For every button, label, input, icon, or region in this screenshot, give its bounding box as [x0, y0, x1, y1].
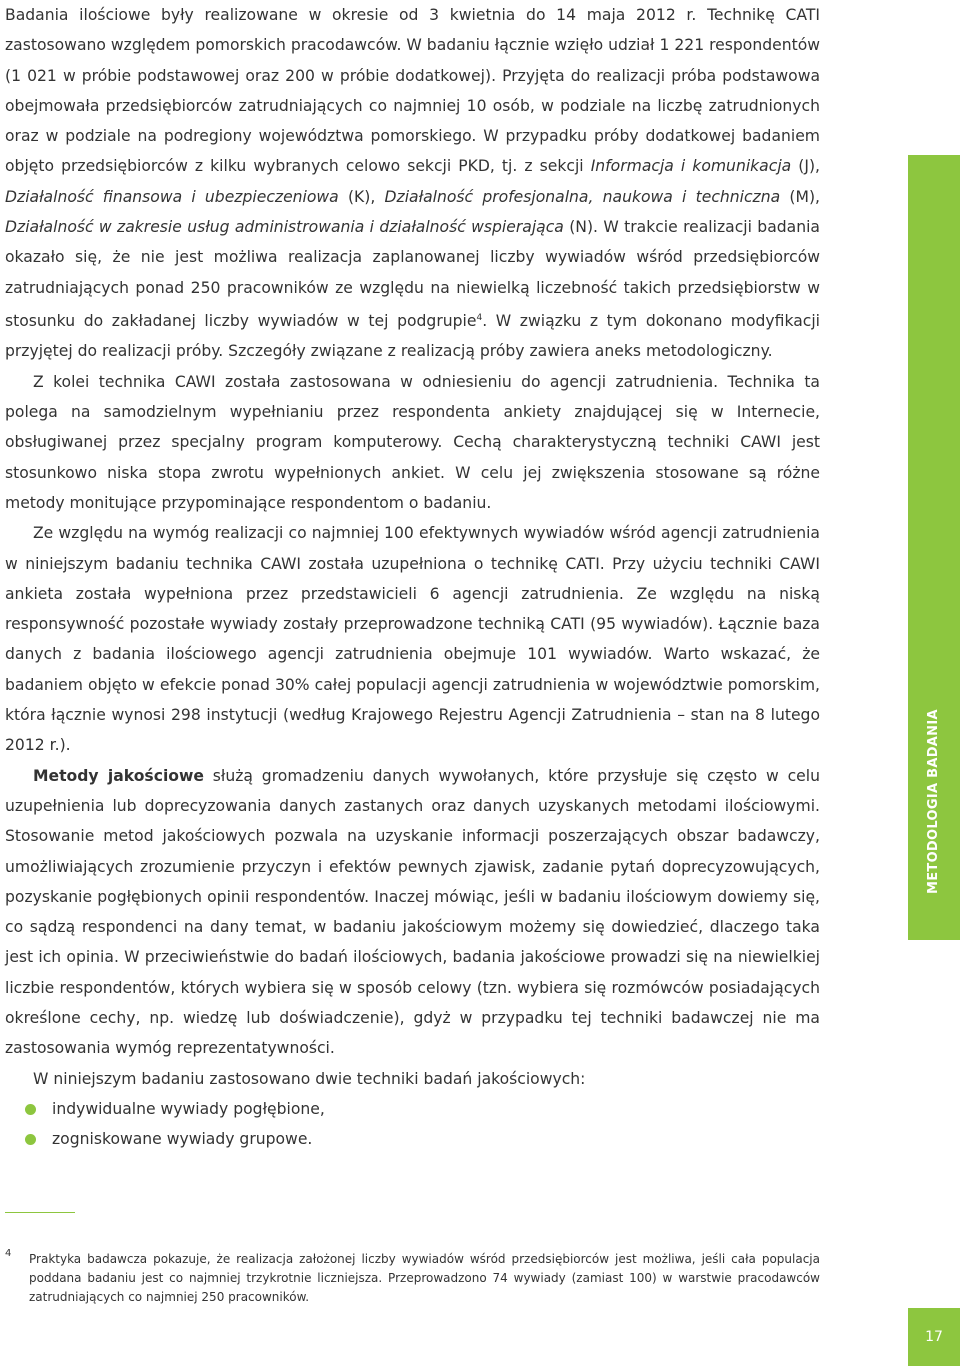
paragraph-techniques-intro: W niniejszym badaniu zastosowano dwie techniki badań jakościowych: — [33, 1069, 586, 1088]
footnote-divider — [5, 1212, 75, 1213]
paragraph-cawi-cati: Ze względu na wymóg realizacji co najmniej 100 efektywnych wywiadów wśród agencji zatrudnienia w niniejszym badaniu technika CAWI została uzupełniona o technikę CATI. Przy użyciu techniki CAWI ankieta została wypełniona przez przedstawicieli 6 agencji zatrudnienia. Ze względu na niską responsywność pozostałe wywiady zostały przeprowadzone techniką CATI (95 wywiadów). Łącznie baza danych z badania ilościowego agencji zatrudnienia obejmuje 101 wywiadów. Warto wskazać, że badaniem objęto w efekcie ponad 30% całej populacji agencji zatrudnienia w województwie pomorskim, która łącznie wynosi 298 instytucji (według Krajowego Rejestru Agencji Zatrudnienia – stan na 8 lutego 2012 r.). — [5, 524, 820, 755]
section-label: METODOLOGIA BADANIA — [926, 709, 941, 894]
paragraph-quantitative: Badania ilościowe były realizowane w okresie od 3 kwietnia do 14 maja 2012 r. Technikę CATI zastosowano względem pomorskich pracodawców. W badaniu łącznie wzięło udział 1 221 respondentów (1 021 w próbie podstawowej oraz 200 w próbie dodatkowej). Przyjęta do realizacji próba podstawowa obejmowała przedsiębiorców zatrudniających co najmniej 10 osób, w podziale na liczbę zatrudnionych oraz w podziale na podregiony województwa pomorskiego. W przypadku próby dodatkowej badaniem objęto przedsiębiorców z kilku wybranych celowo sekcji PKD, tj. z sekcji Informacja i komunikacja (J), Działalność finansowa i ubezpieczeniowa (K), Działalność profesjonalna, naukowa i techniczna (M), Działalność w zakresie usług administrowania i działalność wspierająca (N). W trakcie realizacji badania okazało się, że nie jest możliwa realizacja zaplanowanej liczby wywiadów wśród przedsiębiorców zatrudniających ponad 250 pracowników ze względu na niewielką liczebność takich przedsiębiorstw w stosunku do zakładanej liczby wywiadów w tej podgrupie$^4$. W związku z tym dokonano modyfikacji przyjętej do realizacji próby. Szczegóły związane z realizacją próby zawiera aneks metodologiczny. — [5, 6, 821, 361]
footnote-reference[interactable]: 4 — [476, 312, 483, 323]
qualitative-methods-heading: Metody jakościowe — [33, 766, 204, 785]
techniques-list — [5, 1094, 820, 1155]
main-text — [5, 0, 820, 1154]
footnote-mark: 4 — [5, 1248, 12, 1259]
pkd-section-k: Działalność finansowa i ubezpieczeniowa — [5, 187, 339, 206]
list-item: zogniskowane wywiady grupowe. — [5, 1124, 820, 1154]
paragraph-qualitative: Metody jakościowe służą gromadzeniu danych wywołanych, które przysłuje się często w celu uzupełnienia lub doprecyzowania danych zastanych oraz danych uzyskanych metodami ilościowymi. Stosowanie metod jakościowych pozwala na uzyskanie informacji poszerzających obszar badawczy, umożliwiających zrozumienie przyczyn i efektów pewnych zjawisk, zadanie pytań doprecyzowujących, pozyskanie pogłębionych opinii respondentów. Inaczej mówiąc, jeśli w badaniu ilościowym dowiemy się, co sądzą respondenci na dany temat, w badaniu jakościowym możemy się dowiedzieć, dlaczego taka jest ich opinia. W przeciwieństwie do badań ilościowych, badania jakościowe prowadzi się na niewielkiej liczbie respondentów, których wybiera się w sposób celowy (tzn. wybiera się rozmówców posiadających określone cechy, np. wiedzę lub doświadczenie), gdyż w przypadku tej techniki badawczej nie ma zastosowania wymóg reprezentatywności. — [5, 766, 820, 1058]
footnote-text: Praktyka badawcza pokazuje, że realizacja założonej liczby wywiadów wśród przedsiębiorców jest możliwa, jeśli cała populacja poddana badaniu jest co najmniej trzykrotnie liczniejsza. Przeprowadzono 74 wywiady (zamiast 100) w warstwie pracodawców zatrudniających co najmniej 250 pracowników. — [29, 1252, 820, 1304]
footnote — [5, 1250, 820, 1307]
bullet-dot-icon — [25, 1104, 36, 1115]
page-number: 17 — [908, 1308, 960, 1366]
bullet-dot-icon — [25, 1134, 36, 1145]
paragraph-cawi: Z kolei technika CAWI została zastosowana w odniesieniu do agencji zatrudnienia. Technika ta polega na samodzielnym wypełnianiu przez respondenta ankiety znajdującej się w Internecie, obsługiwanej przez specjalny program komputerowy. Cechą charakterystyczną techniki CAWI jest stosunkowo niska stopa zwrotu wypełnionych ankiet. W celu jej zwiększenia stosowane są różne metody monitujące przypominające respondentom o badaniu. — [5, 372, 820, 512]
pkd-section-n: Działalność w zakresie usług administrowania i działalność wspierająca — [5, 218, 564, 237]
list-item: indywidualne wywiady pogłębione, — [5, 1094, 820, 1124]
section-side-tab — [908, 155, 960, 940]
pkd-section-m: Działalność profesjonalna, naukowa i techniczna — [384, 187, 781, 206]
pkd-section-j: Informacja i komunikacja — [590, 157, 792, 176]
